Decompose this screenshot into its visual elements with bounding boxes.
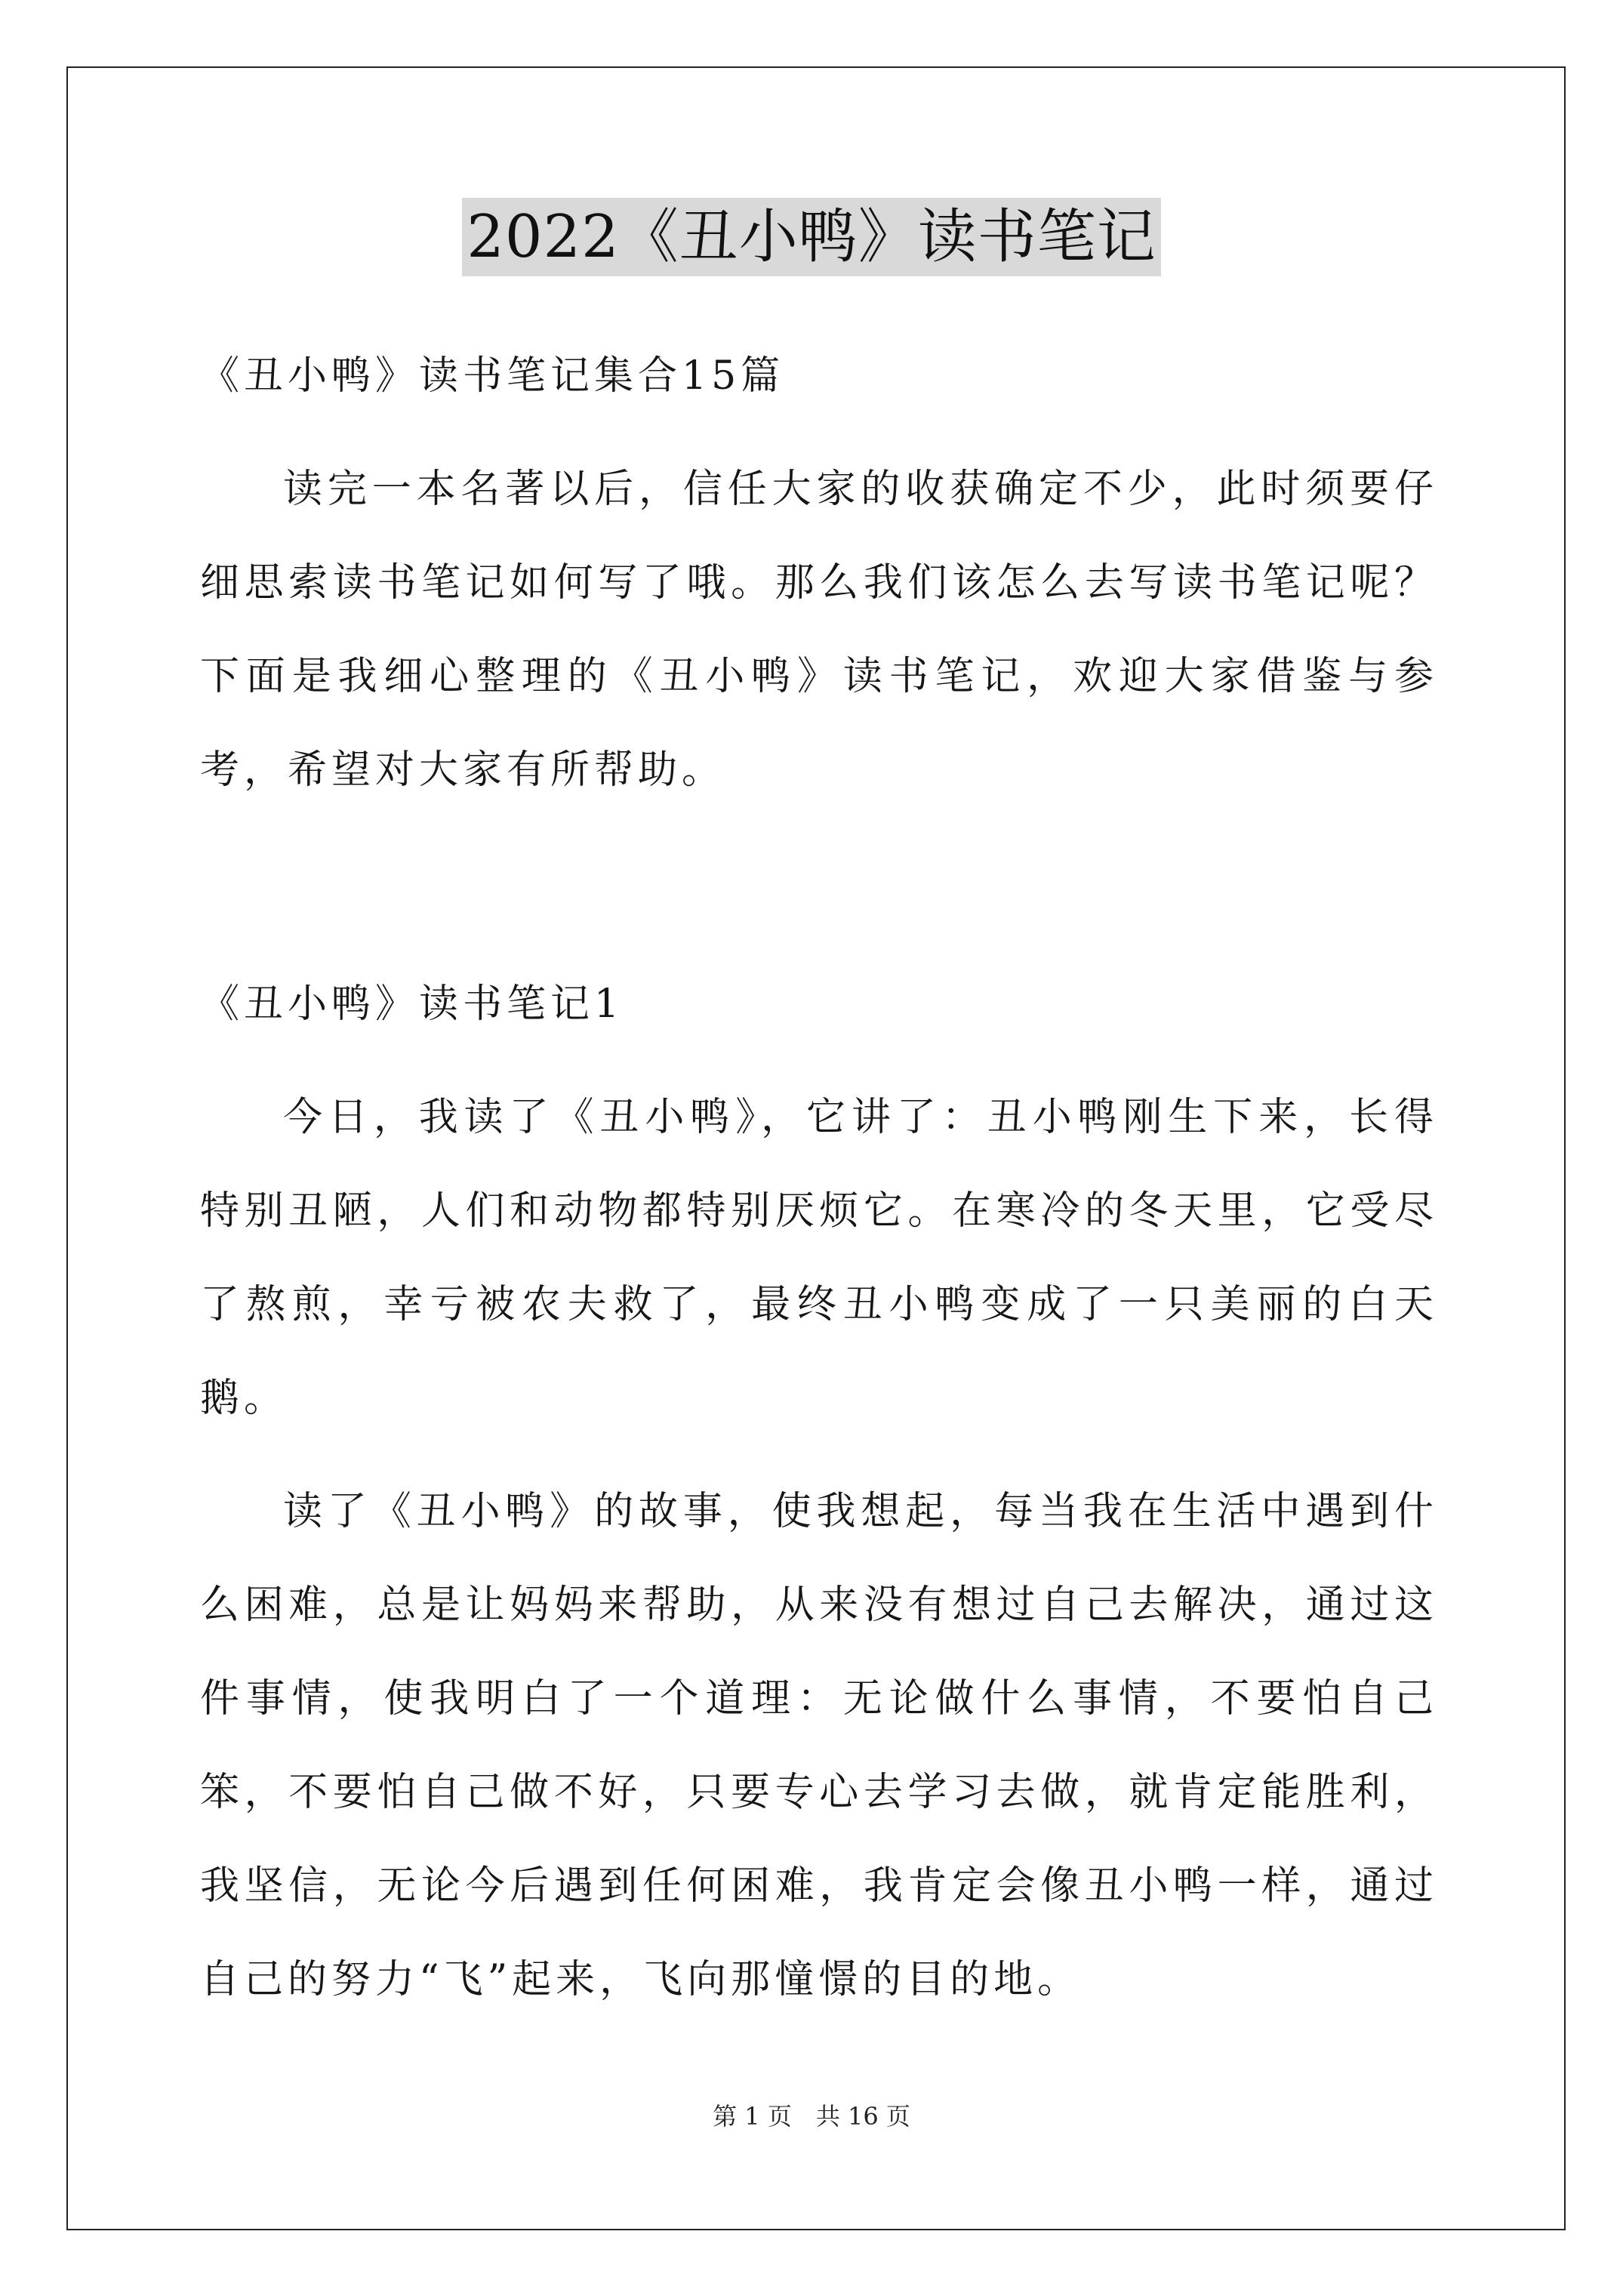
intro-block (200, 442, 1438, 817)
title-container (0, 198, 1623, 276)
section-paragraph-2: 读了《丑小鸭》的故事，使我想起，每当我在生活中遇到什么困难，总是让妈妈来帮助，从来没有想过自己去解决，通过这件事情，使我明白了一个道理：无论做什么事情，不要怕自己笨，不要怕自己做不好，只要专心去学习去做，就肯定能胜利，我坚信，无论今后遇到任何困难，我肯定会像丑小鸭一样，通过自己的努力“飞”起来，飞向那憧憬的目的地。 (200, 1489, 1438, 2002)
section-body (200, 1071, 1438, 2026)
section-paragraph-1: 今日，我读了《丑小鸭》，它讲了：丑小鸭刚生下来，长得特别丑陋，人们和动物都特别厌烦它。在寒冷的冬天里，它受尽了熬煎，幸亏被农夫救了，最终丑小鸭变成了一只美丽的白天鹅。 (200, 1095, 1438, 1421)
section-heading-block (200, 957, 1438, 1051)
collection-heading-block (200, 329, 1438, 423)
intro-paragraph: 读完一本名著以后，信任大家的收获确定不少，此时须要仔细思索读书笔记如何写了哦。那么我们该怎么去写读书笔记呢？下面是我细心整理的《丑小鸭》读书笔记，欢迎大家借鉴与参考，希望对大家有所帮助。 (200, 467, 1438, 793)
collection-heading: 《丑小鸭》读书笔记集合15篇 (200, 353, 785, 399)
document-title: 2022《丑小鸭》读书笔记 (462, 198, 1161, 276)
section-heading: 《丑小鸭》读书笔记1 (200, 982, 624, 1027)
page-number: 第 1 页 共 16 页 (713, 2102, 910, 2131)
page-footer (0, 2097, 1623, 2132)
